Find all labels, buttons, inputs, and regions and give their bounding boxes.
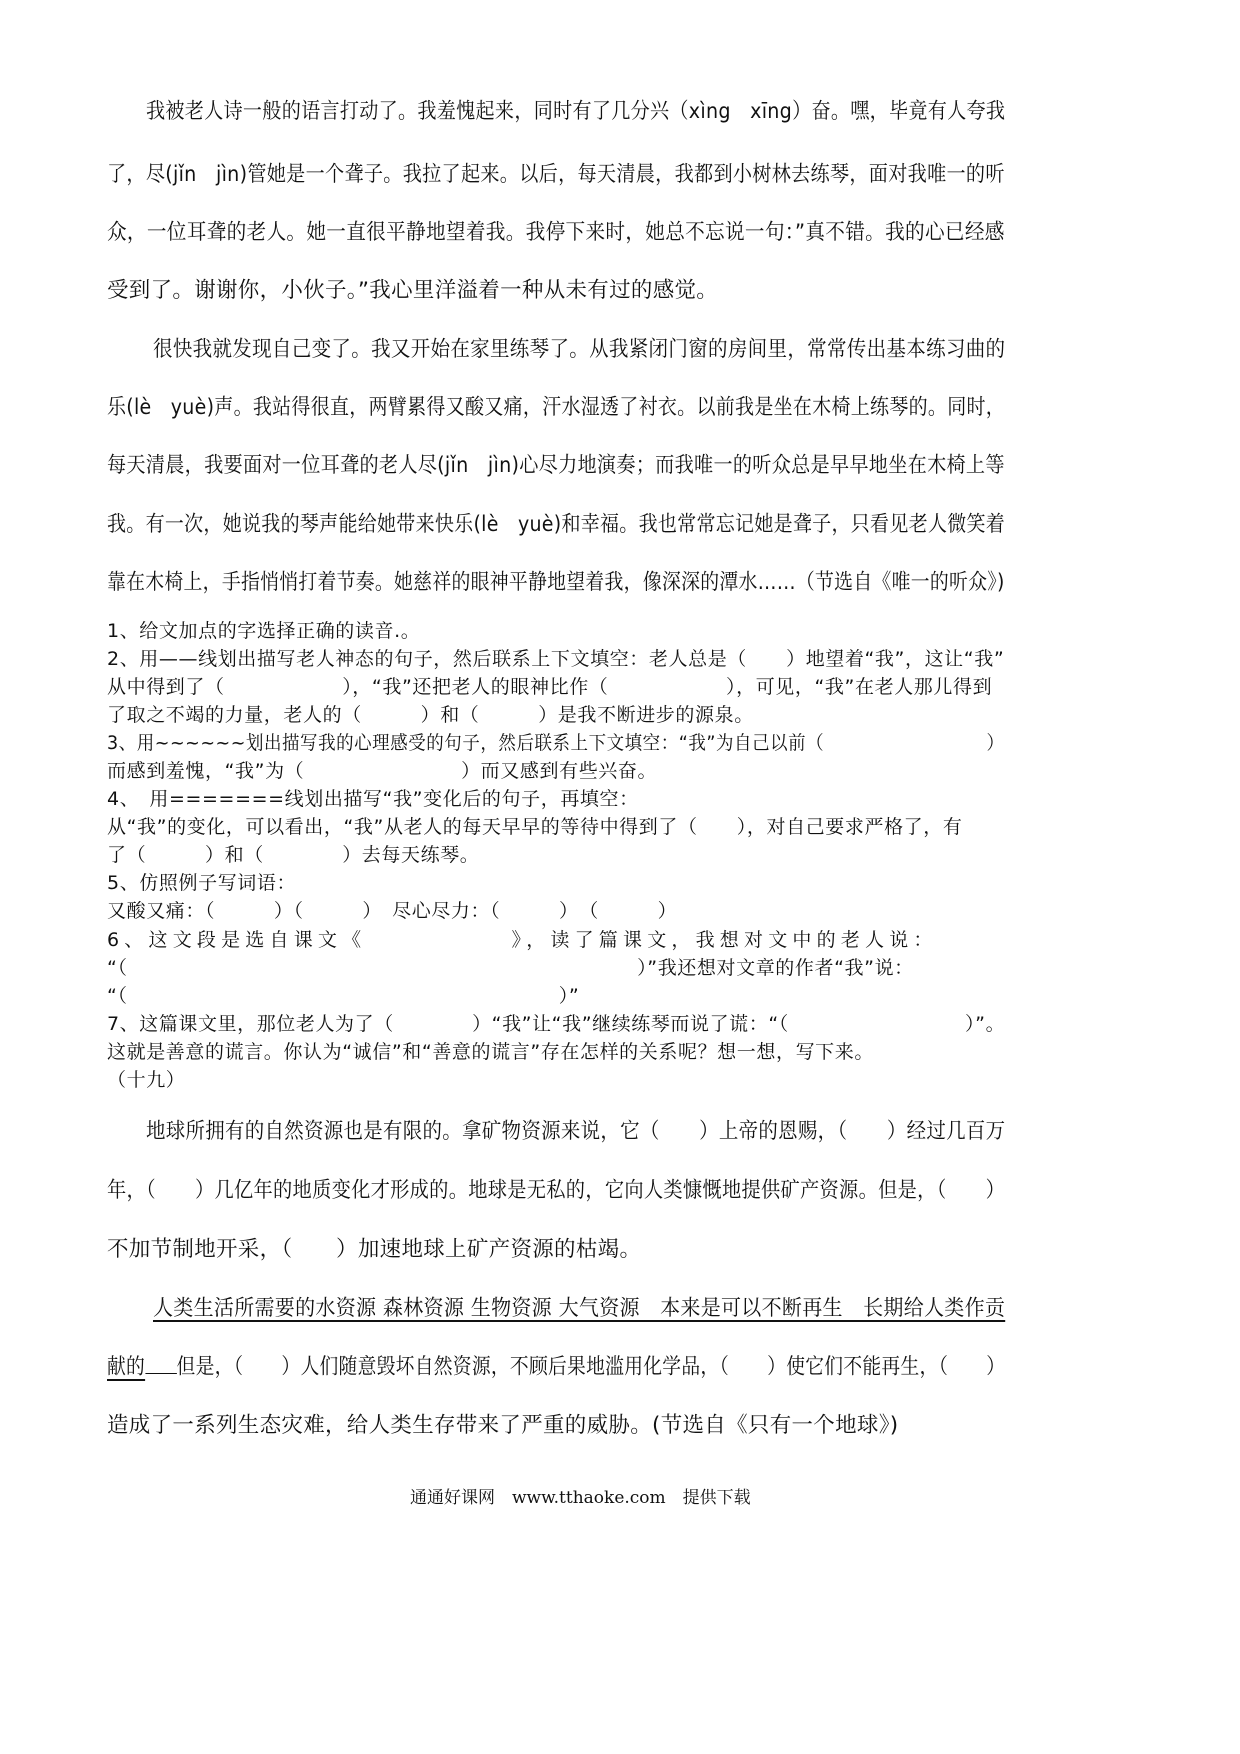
passage2-p1-line1: 地球所拥有的自然资源也是有限的。拿矿物资源来说，它（ ）上帝的恩赐，（ ）经过几百万 <box>146 1119 1006 1144</box>
page-footer: 通通好课网 www.tthaoke.com 提供下载 <box>410 1488 751 1508</box>
question-5-line2: 又酸又痛：（ ）（ ） 尽心尽力：（ ） （ ） <box>107 900 678 922</box>
passage1-p2-line4: 我。有一次，她说我的琴声能给她带来快乐(lè yuè)和幸福。我也常常忘记她是聋子，只看见老人微笑着 <box>107 512 1006 537</box>
question-2-line2: 从中得到了（ ），“我”还把老人的眼神比作（ ），可见，“我”在老人那儿得到 <box>107 676 993 698</box>
section-number-19: （十九） <box>107 1069 186 1091</box>
underline-blank <box>145 1349 176 1374</box>
passage1-p2-line2: 乐(lè yuè)声。我站得很直，两臂累得又酸又痛，汗水湿透了衬衣。以前我是坐在木椅上练琴的。同时， <box>107 395 1006 420</box>
passage1-p1-line1: 我被老人诗一般的语言打动了。我羞愧起来，同时有了几分兴（xìng xīng）奋。嘿，毕竟有人夸我 <box>146 99 1006 124</box>
passage1-p1-line2: 了，尽(jǐn jìn)管她是一个聋子。我拉了起来。以后，每天清晨，我都到小树林去练琴，面对我唯一的听 <box>107 162 1005 187</box>
question-2-line1: 2、用——线划出描写老人神态的句子，然后联系上下文填空：老人总是（ ）地望着“我”，这让“我” <box>107 648 1005 670</box>
question-1: 1、给文加点的字选择正确的读音.。 <box>107 620 421 642</box>
question-3-line1: 3、用~~~~~~划出描写我的心理感受的句子，然后联系上下文填空：“我”为自己以前（ ） <box>107 732 1005 754</box>
question-4-line2: 从“我”的变化，可以看出，“我”从老人的每天早早的等待中得到了（ ），对自己要求严格了，有 <box>107 816 963 838</box>
question-6-line3: “（ ）” <box>107 985 580 1007</box>
question-4-line1: 4、 用=======线划出描写“我”变化后的句子，再填空： <box>107 788 639 810</box>
passage2-p2-line3: 造成了一系列生态灾难，给人类生存带来了严重的威胁。(节选自《只有一个地球》) <box>107 1413 899 1438</box>
question-4-line3: 了（ ）和（ ）去每天练琴。 <box>107 844 480 866</box>
question-6-line2: “（ ）”我还想对文章的作者“我”说： <box>107 957 914 979</box>
passage2-p2-line2 <box>107 1349 1005 1381</box>
question-7-line1: 7、这篇课文里，那位老人为了（ ）“我”让“我”继续练琴而说了谎：“（ ）”。 <box>107 1013 1006 1035</box>
passage1-p2-line5: 靠在木椅上，手指悄悄打着节奏。她慈祥的眼神平静地望着我，像深深的潭水……（节选自《唯一的听众》) <box>107 570 1005 595</box>
question-3-line2: 而感到羞愧，“我”为（ ）而又感到有些兴奋。 <box>107 760 658 782</box>
passage2-p2-line1: 人类生活所需要的水资源 森林资源 生物资源 大气资源 本来是可以不断再生 长期给人类作贡 <box>153 1296 1006 1321</box>
passage1-p2-line1: 很快我就发现自己变了。我又开始在家里练琴了。从我紧闭门窗的房间里，常常传出基本练习曲的 <box>153 337 1006 362</box>
passage2-p2-line2-text: 但是，（ ）人们随意毁坏自然资源，不顾后果地滥用化学品，（ ）使它们不能再生，（ ） <box>176 1354 1006 1380</box>
question-7-line2: 这就是善意的谎言。你认为“诚信”和“善意的谎言”存在怎样的关系呢？想一想，写下来。 <box>107 1041 874 1063</box>
passage2-p1-line2: 年，（ ）几亿年的地质变化才形成的。地球是无私的，它向人类慷慨地提供矿产资源。但是，（ ） <box>107 1178 1006 1203</box>
question-5-line1: 5、仿照例子写词语： <box>107 872 297 894</box>
passage1-p1-line4: 受到了。谢谢你，小伙子。”我心里洋溢着一种从未有过的感觉。 <box>107 278 719 303</box>
question-2-line3: 了取之不竭的力量，老人的（ ）和（ ）是我不断进步的源泉。 <box>107 704 754 726</box>
passage2-p1-line3: 不加节制地开采，（ ）加速地球上矿产资源的枯竭。 <box>107 1237 642 1262</box>
passage1-p2-line3: 每天清晨，我要面对一位耳聋的老人尽(jǐn jìn)心尽力地演奏；而我唯一的听众总是早早地坐在木椅上等 <box>107 453 1005 478</box>
passage1-p1-line3: 众，一位耳聋的老人。她一直很平静地望着我。我停下来时，她总不忘说一句：”真不错。我的心已经感 <box>107 220 1005 245</box>
question-6-line1: 6、这文段是选自课文《 》，读了篇课文，我想对文中的老人说： <box>107 929 938 951</box>
passage2-p2-underlined-word: 献的 <box>107 1354 146 1380</box>
